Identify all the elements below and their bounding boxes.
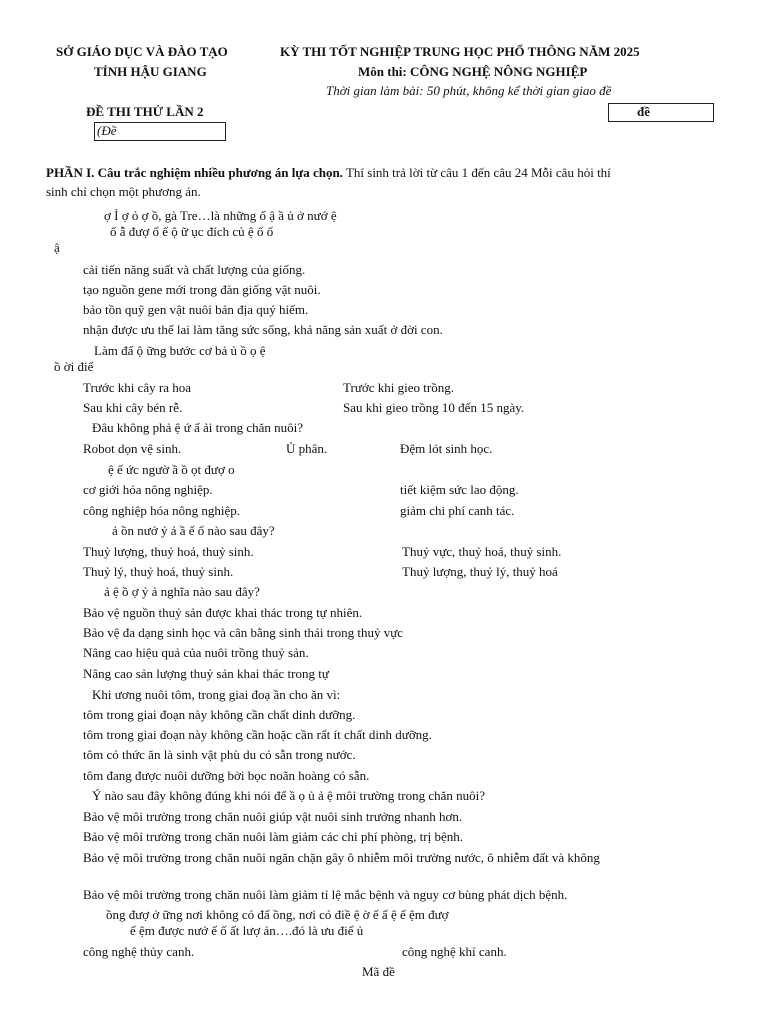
text-line: Robot dọn vệ sinh. (83, 441, 182, 456)
text-line: Bảo vệ môi trường trong chăn nuôi làm giảm tỉ lệ mắc bệnh và nguy cơ bùng phát dịch bệnh. (83, 887, 568, 902)
mock-label: ĐỀ THI THỬ LẦN 2 (86, 104, 204, 119)
text-line: Đệm lót sinh học. (400, 441, 493, 456)
text-line: công nghệ thủy canh. (83, 944, 195, 959)
text-line: Thuỷ vực, thuỷ hoá, thuỷ sinh. (402, 544, 562, 559)
text-line: Thuỷ lượng, thuỷ hoá, thuỷ sinh. (83, 544, 254, 559)
exam-id-box (608, 103, 714, 122)
text-line: ả ồn nướ ỷ ả ầ ế ố nào sau đây? (112, 523, 275, 538)
org-line-1: SỞ GIÁO DỤC VÀ ĐÀO TẠO (56, 44, 228, 59)
text-line: Bảo vệ môi trường trong chăn nuôi giúp vật nuôi sinh trưởng nhanh hơn. (83, 809, 463, 824)
text-line: tôm trong giai đoạn này không cần hoặc cần rất ít chất dinh dưỡng. (83, 727, 432, 742)
text-line: tôm đang được nuôi dưỡng bởi bọc noãn hoàng có sẵn. (83, 768, 370, 783)
section-instruction-text: Thí sinh trả lời từ câu 1 đến câu 24 Mỗi câu hỏi thí (345, 165, 611, 180)
text-line: Ý nào sau đây không đúng khi nói để ầ ọ ủ ả ệ môi trường trong chăn nuôi? (92, 788, 486, 803)
text-line: Sau khi gieo trồng 10 đến 15 ngày. (343, 400, 525, 415)
exam-subject: Môn thi: CÔNG NGHỆ NÔNG NGHIỆP (358, 64, 588, 79)
text-line: ợ Ỉ ợ ỏ ợ ồ, gà Tre…là những ố ậ ầ ủ ở nướ ệ (104, 208, 337, 223)
text-line: Mã đề (362, 964, 395, 979)
text-line: ồ ời điể (54, 359, 94, 374)
text-line: nhận được ưu thế lai làm tăng sức sống, khả năng sản xuất ở đời con. (83, 322, 443, 337)
text-line: cải tiến năng suất và chất lượng của giống. (83, 262, 306, 277)
section-instruction (46, 165, 611, 181)
text-line: Ủ phân. (286, 441, 328, 456)
text-line: tiết kiệm sức lao động. (400, 482, 519, 497)
text-line: Bảo vệ môi trường trong chăn nuôi ngăn chặn gây ô nhiễm môi trường nước, ô nhiễm đất và không (83, 850, 600, 865)
text-line: Sau khi cây bén rễ. (83, 400, 183, 415)
text-line: ả ệ ồ ợ ỷ ả nghĩa nào sau đây? (104, 584, 260, 599)
exam-code-box (94, 122, 226, 141)
text-line: Bảo vệ đa dạng sinh học và cân bằng sinh thái trong thuỷ vực (83, 625, 404, 640)
text-line: tôm trong giai đoạn này không cần chất dinh dưỡng. (83, 707, 356, 722)
text-line: tạo nguồn gene mới trong đàn giống vật nuôi. (83, 282, 321, 297)
text-line: Khi ương nuôi tôm, trong giai đoạ ần cho ăn vì: (92, 687, 341, 702)
text-line: ố ẫ đượ ổ ể ộ ữ ục đích củ ệ ố ố (110, 224, 274, 239)
text-line: Nâng cao hiệu quả của nuôi trồng thuỷ sản. (83, 645, 309, 660)
section-instruction-cont: sinh chỉ chọn một phương án. (46, 184, 201, 199)
text-line: ồng đượ ở ững nơi không có đấ ồng, nơi có điề ệ ờ ế ấ ệ ế ệm đượ (106, 907, 449, 922)
time-note: Thời gian làm bài: 50 phút, không kể thời gian giao đề (326, 83, 612, 98)
org-line-2: TỈNH HẬU GIANG (94, 64, 207, 79)
text-line: ệ ế ức ngườ ầ ồ ọt đượ o (108, 462, 235, 477)
text-line: giảm chi phí canh tác. (400, 503, 515, 518)
text-line: ế ệm được nướ ể ố ất lượ ản….đó là ưu điể ủ (130, 923, 364, 938)
text-line: Bảo vệ nguồn thuỷ sản được khai thác trong tự nhiên. (83, 605, 363, 620)
text-line: Thuỷ lý, thuỷ hoá, thuỷ sinh. (83, 564, 234, 579)
text-line: Đâu không phả ệ ứ ấ ải trong chăn nuôi? (92, 420, 304, 435)
text-line: Thuỷ lượng, thuỷ lý, thuỷ hoá (402, 564, 558, 579)
section-title: PHẦN I. Câu trắc nghiệm nhiều phương án lựa chọn. (46, 165, 343, 180)
text-line: Làm đấ ộ ững bước cơ bả ủ ồ ọ ệ (94, 343, 266, 358)
text-line: công nghệ khí canh. (402, 944, 507, 959)
exam-title: KỲ THI TỐT NGHIỆP TRUNG HỌC PHỔ THÔNG NĂM 2025 (280, 44, 640, 59)
text-line: cơ giới hóa nông nghiệp. (83, 482, 213, 497)
text-line: bảo tồn quỹ gen vật nuôi bản địa quý hiếm. (83, 302, 309, 317)
exam-code-box-text: (Đề (97, 123, 117, 138)
text-line: Trước khi cây ra hoa (83, 380, 192, 395)
text-line: Nâng cao sản lượng thuỷ sản khai thác trong tự (83, 666, 329, 681)
text-line: ậ (54, 240, 60, 255)
text-line: tôm có thức ăn là sinh vật phù du có sẵn trong nước. (83, 747, 356, 762)
text-line: Trước khi gieo trồng. (343, 380, 454, 395)
exam-id-box-text: đề (637, 104, 650, 119)
text-line: công nghiệp hóa nông nghiệp. (83, 503, 241, 518)
text-line: Bảo vệ môi trường trong chăn nuôi làm giảm các chi phí phòng, trị bệnh. (83, 829, 464, 844)
